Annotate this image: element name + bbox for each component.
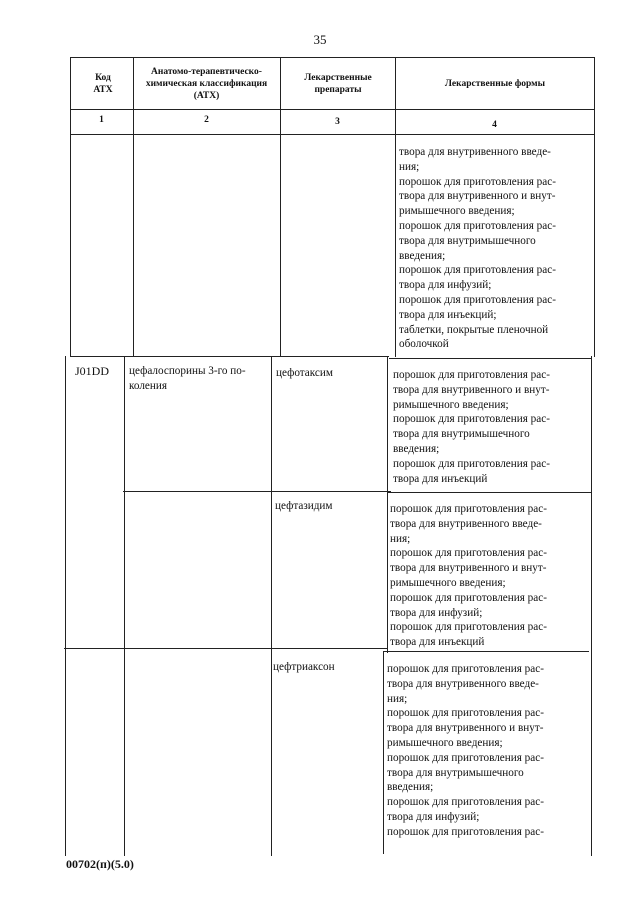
form-line: порошок для приготовления рас- — [390, 621, 547, 634]
header-drugs: Лекарственные препараты — [304, 73, 372, 95]
row-1-code: J01DD — [75, 364, 110, 378]
colnum-2: 2 — [204, 115, 209, 125]
form-line: порошок для приготовления рас- — [387, 796, 544, 809]
form-line: твора для внутривенного введе- — [399, 146, 551, 158]
form-line: порошок для приготовления рас- — [390, 591, 547, 604]
form-line: твора для внутривенного введе- — [387, 677, 539, 690]
colnum-1: 1 — [99, 115, 104, 125]
row-divider-2 — [123, 491, 391, 492]
form-line: введения; — [387, 781, 434, 794]
form-line: ния; — [399, 160, 420, 173]
row-divider-3 — [64, 648, 388, 649]
form-line: таблетки, покрытые пленочной — [399, 323, 549, 336]
form-line: введения; — [399, 249, 446, 262]
row-1-classification: цефалоспорины 3-го по- коления — [129, 365, 246, 392]
form-line: твора для внутривенного введе- — [390, 517, 542, 530]
table-border-top — [70, 57, 594, 58]
form-line: твора для внутривенного и внут- — [387, 722, 544, 735]
table-border-right — [594, 57, 595, 357]
table-border-right-lower — [591, 356, 592, 856]
form-line: римышечного введения; — [387, 736, 503, 749]
form-line: порошок для приготовления рас- — [390, 547, 547, 560]
form-line: твора для внутривенного и внут- — [393, 383, 550, 396]
header-divider — [70, 109, 594, 110]
form-line: ния; — [387, 692, 408, 705]
row-2-drug: цефтазидим — [275, 500, 333, 512]
page-number: 35 — [313, 32, 327, 47]
row-divider-1b — [389, 358, 592, 359]
table-border-left — [70, 57, 71, 357]
form-line: твора для инъекций — [390, 636, 485, 649]
form-line: порошок для приготовления рас- — [393, 457, 550, 470]
form-line: порошок для приготовления рас- — [399, 175, 556, 188]
form-line: твора для инфузий; — [390, 606, 483, 619]
row-1-forms — [393, 368, 588, 486]
row-3-drug: цефтриаксон — [273, 661, 335, 673]
form-line: порошок для приготовления рас- — [399, 293, 556, 306]
header-dosage-forms: Лекарственные формы — [444, 79, 546, 89]
form-line: твора для инфузий; — [387, 810, 480, 823]
row-2-forms — [390, 502, 587, 650]
form-line: порошок для приготовления рас- — [399, 264, 556, 277]
row-0-forms — [399, 145, 591, 352]
form-line: твора для инфузий; — [399, 279, 492, 292]
row-divider-3b — [383, 651, 589, 652]
form-line: римышечного введения; — [390, 576, 506, 589]
form-line: порошок для приготовления рас- — [390, 503, 547, 515]
form-line: твора для внутривенного и внут- — [399, 190, 556, 203]
col-divider-3 — [395, 57, 396, 357]
form-line: порошок для приготовления рас- — [393, 413, 550, 426]
form-line: римышечного введения; — [393, 398, 509, 411]
header-atx-classification: Анатомо-терапевтическо-химическая классификация (АТХ) — [145, 67, 268, 101]
form-line: порошок для приготовления рас- — [387, 751, 544, 764]
col-divider-3-lower — [387, 356, 388, 653]
form-line: твора для внутримышечного — [399, 234, 536, 247]
col-divider-1 — [133, 57, 134, 357]
table-border-left-lower — [65, 356, 66, 856]
form-line: порошок для приготовления рас- — [393, 369, 550, 381]
header-code-atx: Код АТХ — [93, 73, 113, 95]
form-line: римышечного введения; — [399, 205, 515, 218]
form-line: твора для внутримышечного — [393, 428, 530, 441]
form-line: порошок для приготовления рас- — [387, 825, 544, 838]
col-divider-1-lower — [124, 356, 125, 856]
form-line: твора для внутривенного и внут- — [390, 562, 547, 575]
form-line: твора для внутримышечного — [387, 766, 524, 779]
form-line: твора для инъекций — [393, 472, 488, 485]
colnum-4: 4 — [492, 120, 497, 130]
form-line: введения; — [393, 442, 440, 455]
colnum-3: 3 — [335, 117, 340, 127]
form-line: ния; — [390, 532, 411, 545]
row-divider-1 — [70, 356, 389, 357]
form-line: оболочкой — [399, 338, 449, 351]
form-line: порошок для приготовления рас- — [387, 707, 544, 720]
form-line: порошок для приготовления рас- — [387, 663, 544, 675]
row-1-drug: цефотаксим — [276, 367, 333, 379]
col-divider-2-lower — [271, 356, 272, 856]
form-line: порошок для приготовления рас- — [399, 219, 556, 232]
col-divider-3-bottom — [383, 651, 384, 854]
row-3-forms — [387, 662, 587, 840]
col-divider-2 — [280, 57, 281, 357]
colnum-divider — [70, 134, 594, 135]
row-divider-2b — [387, 492, 591, 493]
form-line: твора для инъекций; — [399, 308, 497, 321]
document-code: 00702(п)(5.0) — [66, 857, 134, 871]
